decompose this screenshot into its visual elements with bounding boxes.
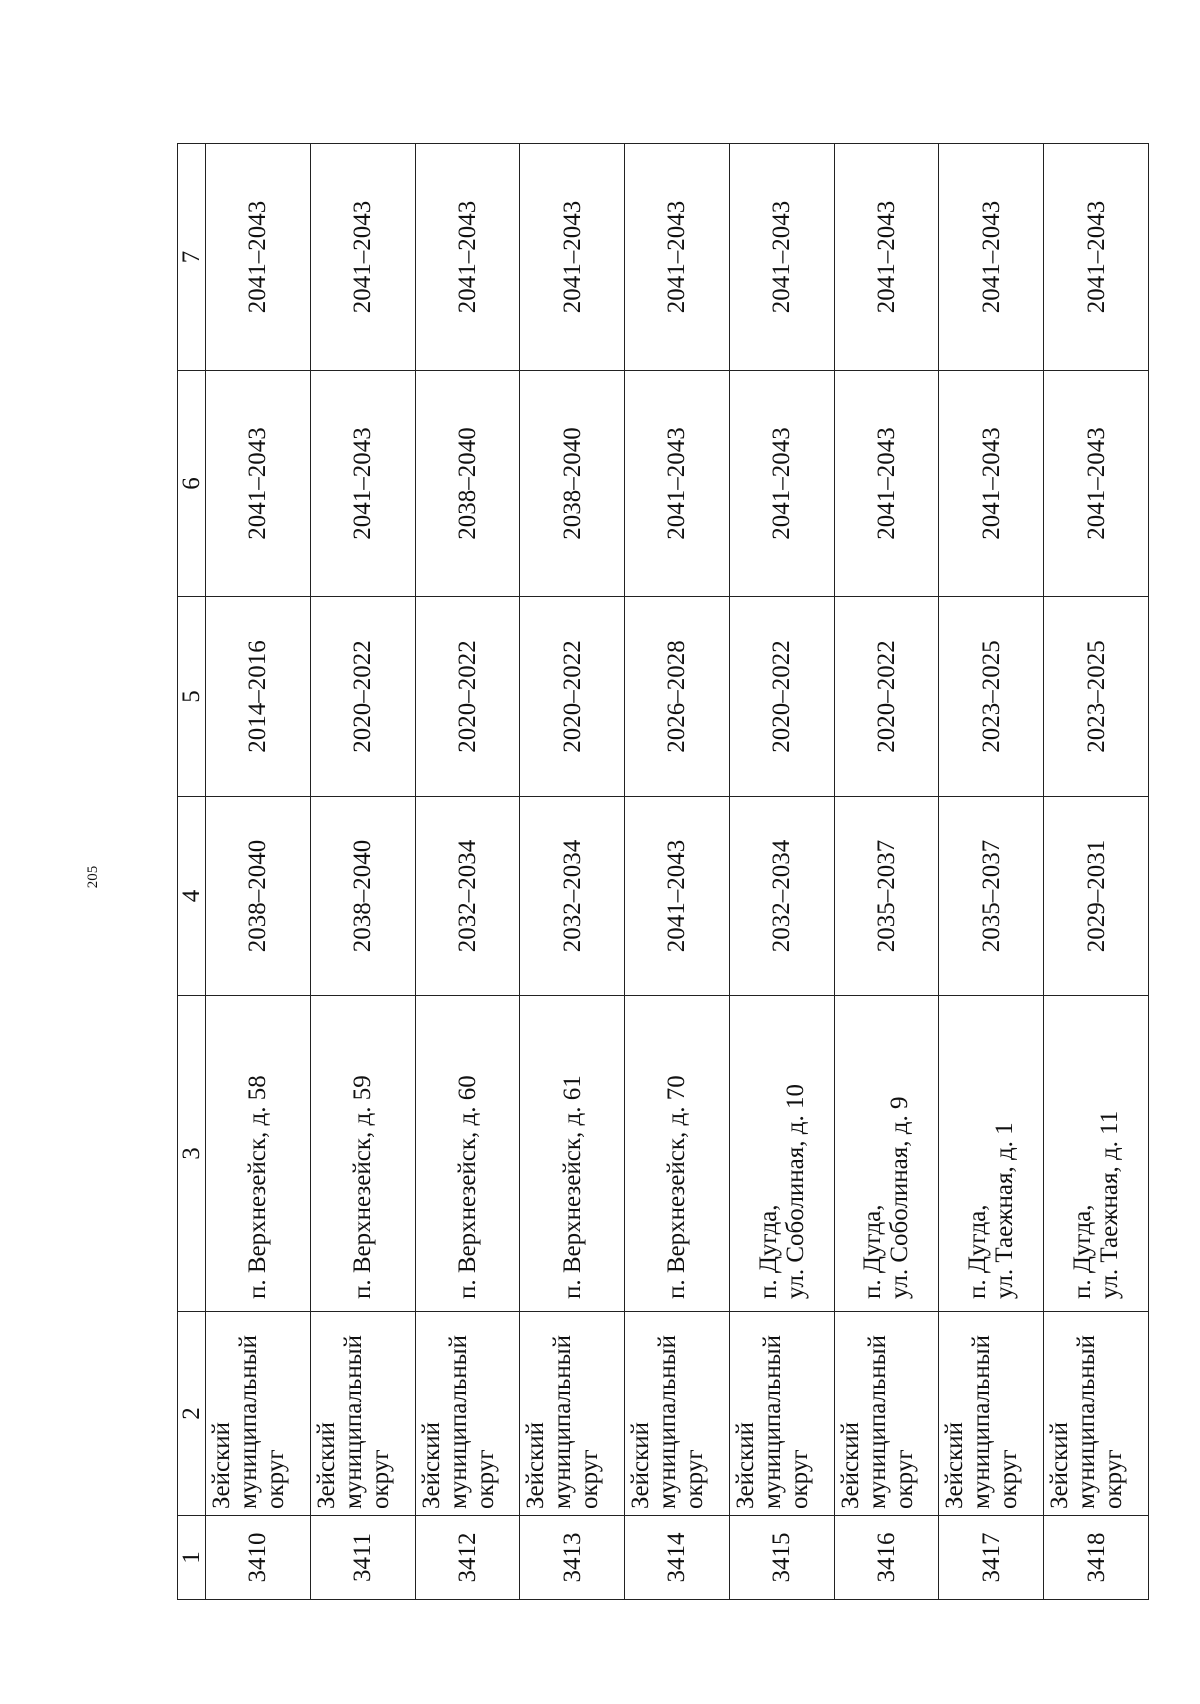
table-row	[206, 144, 311, 1600]
period-col7-cell: 2041–2043	[939, 144, 1044, 371]
period-col4-cell: 2032–2034	[415, 797, 520, 996]
address-cell: п. Дугда, ул. Таежная, д. 1	[939, 996, 1044, 1312]
period-col5-cell: 2020–2022	[834, 597, 939, 797]
address-cell: п. Верхнезейск, д. 59	[310, 996, 415, 1312]
period-col4-cell: 2029–2031	[1044, 797, 1149, 996]
period-col5-cell: 2014–2016	[206, 597, 311, 797]
row-number-cell: 3416	[834, 1516, 939, 1600]
column-header: 4	[178, 797, 206, 996]
period-col4-cell: 2035–2037	[939, 797, 1044, 996]
district-cell: Зейский муниципальный округ	[729, 1312, 834, 1516]
table-header-row	[178, 144, 206, 1600]
column-header: 1	[178, 1516, 206, 1600]
period-col7-cell: 2041–2043	[520, 144, 625, 371]
period-col5-cell: 2020–2022	[310, 597, 415, 797]
district-cell: Зейский муниципальный округ	[415, 1312, 520, 1516]
table-row	[939, 144, 1044, 1600]
row-number-cell: 3410	[206, 1516, 311, 1600]
period-col4-cell: 2038–2040	[206, 797, 311, 996]
period-col6-cell: 2041–2043	[206, 371, 311, 597]
address-cell: п. Верхнезейск, д. 60	[415, 996, 520, 1312]
district-cell: Зейский муниципальный округ	[1044, 1312, 1149, 1516]
district-cell: Зейский муниципальный округ	[310, 1312, 415, 1516]
period-col7-cell: 2041–2043	[729, 144, 834, 371]
table-row	[834, 144, 939, 1600]
district-cell: Зейский муниципальный округ	[834, 1312, 939, 1516]
table-row	[625, 144, 730, 1600]
period-col5-cell: 2023–2025	[1044, 597, 1149, 797]
period-col4-cell: 2035–2037	[834, 797, 939, 996]
address-cell: п. Дугда, ул. Соболиная, д. 10	[729, 996, 834, 1312]
rotated-table-container	[177, 144, 1149, 1600]
row-number-cell: 3412	[415, 1516, 520, 1600]
table-row	[729, 144, 834, 1600]
address-cell: п. Верхнезейск, д. 58	[206, 996, 311, 1312]
row-number-cell: 3415	[729, 1516, 834, 1600]
address-cell: п. Дугда, ул. Соболиная, д. 9	[834, 996, 939, 1312]
address-cell: п. Верхнезейск, д. 61	[520, 996, 625, 1312]
address-cell: п. Дугда, ул. Таежная, д. 11	[1044, 996, 1149, 1312]
period-col7-cell: 2041–2043	[834, 144, 939, 371]
period-col6-cell: 2041–2043	[1044, 371, 1149, 597]
period-col7-cell: 2041–2043	[415, 144, 520, 371]
period-col6-cell: 2038–2040	[520, 371, 625, 597]
column-header: 2	[178, 1312, 206, 1516]
period-col4-cell: 2038–2040	[310, 797, 415, 996]
period-col4-cell: 2032–2034	[520, 797, 625, 996]
column-header: 6	[178, 371, 206, 597]
table-body	[206, 144, 1149, 1600]
table-row	[1044, 144, 1149, 1600]
district-cell: Зейский муниципальный округ	[939, 1312, 1044, 1516]
period-col5-cell: 2023–2025	[939, 597, 1044, 797]
period-col5-cell: 2020–2022	[415, 597, 520, 797]
district-cell: Зейский муниципальный округ	[206, 1312, 311, 1516]
period-col5-cell: 2020–2022	[520, 597, 625, 797]
table-row	[520, 144, 625, 1600]
table-row	[310, 144, 415, 1600]
row-number-cell: 3411	[310, 1516, 415, 1600]
address-cell: п. Верхнезейск, д. 70	[625, 996, 730, 1312]
period-col6-cell: 2041–2043	[625, 371, 730, 597]
table-row	[415, 144, 520, 1600]
period-col6-cell: 2041–2043	[729, 371, 834, 597]
column-header: 5	[178, 597, 206, 797]
column-header: 3	[178, 996, 206, 1312]
period-col5-cell: 2026–2028	[625, 597, 730, 797]
row-number-cell: 3413	[520, 1516, 625, 1600]
period-col5-cell: 2020–2022	[729, 597, 834, 797]
period-col7-cell: 2041–2043	[310, 144, 415, 371]
column-header: 7	[178, 144, 206, 371]
district-cell: Зейский муниципальный округ	[625, 1312, 730, 1516]
period-col7-cell: 2041–2043	[206, 144, 311, 371]
page-number: 205	[84, 865, 101, 889]
district-cell: Зейский муниципальный округ	[520, 1312, 625, 1516]
row-number-cell: 3418	[1044, 1516, 1149, 1600]
period-col6-cell: 2041–2043	[310, 371, 415, 597]
period-col6-cell: 2041–2043	[834, 371, 939, 597]
period-col6-cell: 2041–2043	[939, 371, 1044, 597]
period-col7-cell: 2041–2043	[1044, 144, 1149, 371]
period-col4-cell: 2032–2034	[729, 797, 834, 996]
period-col6-cell: 2038–2040	[415, 371, 520, 597]
row-number-cell: 3414	[625, 1516, 730, 1600]
period-col7-cell: 2041–2043	[625, 144, 730, 371]
row-number-cell: 3417	[939, 1516, 1044, 1600]
data-table	[177, 143, 1149, 1600]
period-col4-cell: 2041–2043	[625, 797, 730, 996]
